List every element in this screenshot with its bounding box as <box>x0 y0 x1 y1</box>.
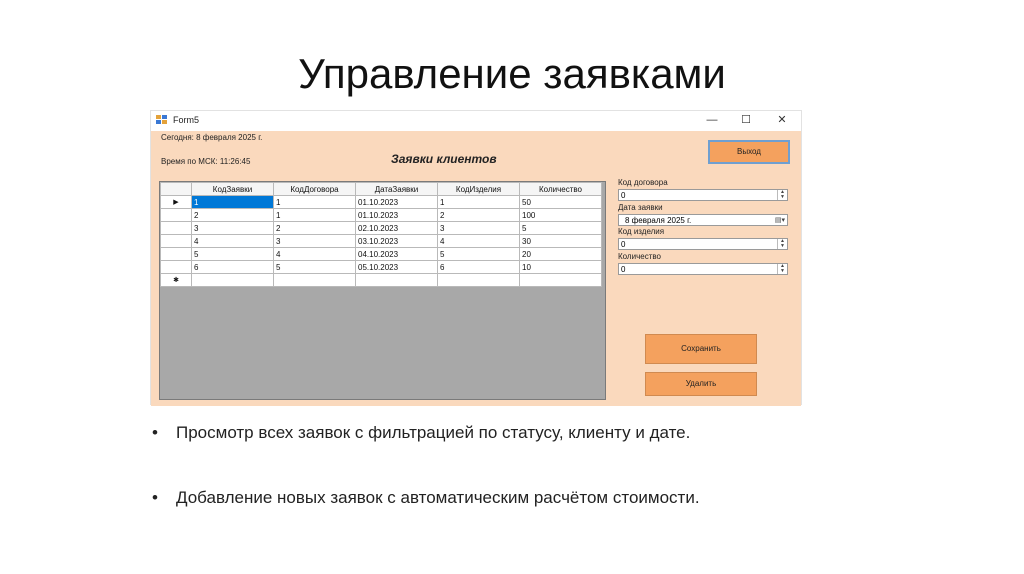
msk-time-label: Время по МСК: 11:26:45 <box>161 157 251 166</box>
grid-cell[interactable]: 4 <box>274 248 356 261</box>
close-button[interactable]: ✕ <box>777 114 787 126</box>
delete-button[interactable]: Удалить <box>645 372 757 396</box>
body-panel <box>151 176 801 406</box>
contract-value: 0 <box>621 191 626 200</box>
product-label: Код изделия <box>618 227 665 236</box>
date-picker[interactable] <box>618 214 788 226</box>
date-value: 8 февраля 2025 г. <box>625 216 692 225</box>
window-title: Form5 <box>173 115 200 125</box>
header-panel <box>151 131 801 176</box>
bullet-item <box>152 488 700 508</box>
grid-cell[interactable] <box>520 274 602 287</box>
grid-cell[interactable]: 30 <box>520 235 602 248</box>
grid-cell[interactable]: 2 <box>274 222 356 235</box>
requests-data-grid[interactable] <box>159 181 606 400</box>
contract-label: Код договора <box>618 178 668 187</box>
grid-cell[interactable]: 3 <box>438 222 520 235</box>
grid-cell[interactable]: 1 <box>274 209 356 222</box>
table-row[interactable] <box>161 209 602 222</box>
grid-cell[interactable]: 100 <box>520 209 602 222</box>
column-header[interactable]: КодИзделия <box>438 183 520 196</box>
maximize-button[interactable]: ☐ <box>741 114 751 126</box>
spinner-arrows-icon[interactable]: ▲ ▼ <box>777 264 787 274</box>
grid-cell[interactable] <box>438 274 520 287</box>
grid-cell[interactable]: 3 <box>192 222 274 235</box>
requests-table <box>160 182 602 287</box>
grid-cell[interactable]: 05.10.2023 <box>356 261 438 274</box>
table-row[interactable] <box>161 235 602 248</box>
grid-cell[interactable]: 3 <box>274 235 356 248</box>
table-row[interactable] <box>161 248 602 261</box>
grid-cell[interactable]: 5 <box>520 222 602 235</box>
row-header[interactable] <box>161 248 192 261</box>
bullet-text: Просмотр всех заявок с фильтрацией по статусу, клиенту и дате. <box>176 423 691 442</box>
grid-cell[interactable]: 1 <box>438 196 520 209</box>
bullet-dot: • <box>152 423 158 442</box>
grid-cell[interactable]: 04.10.2023 <box>356 248 438 261</box>
today-label: Сегодня: 8 февраля 2025 г. <box>161 133 263 142</box>
grid-cell[interactable] <box>274 274 356 287</box>
row-header[interactable] <box>161 261 192 274</box>
bullet-text: Добавление новых заявок с автоматическим расчётом стоимости. <box>176 488 700 507</box>
product-value: 0 <box>621 240 626 249</box>
grid-cell[interactable]: 5 <box>192 248 274 261</box>
grid-cell[interactable]: 01.10.2023 <box>356 196 438 209</box>
grid-cell[interactable]: 20 <box>520 248 602 261</box>
grid-cell[interactable]: 1 <box>274 196 356 209</box>
grid-cell[interactable]: 03.10.2023 <box>356 235 438 248</box>
table-row[interactable] <box>161 222 602 235</box>
grid-cell[interactable]: 02.10.2023 <box>356 222 438 235</box>
grid-cell[interactable]: 2 <box>438 209 520 222</box>
grid-cell[interactable]: 01.10.2023 <box>356 209 438 222</box>
row-header-corner <box>161 183 192 196</box>
title-bar <box>151 111 801 131</box>
save-button[interactable]: Сохранить <box>645 334 757 364</box>
grid-cell[interactable]: 6 <box>438 261 520 274</box>
bullet-dot: • <box>152 488 158 507</box>
app-icon <box>156 115 168 125</box>
form-heading: Заявки клиентов <box>391 152 497 166</box>
exit-button[interactable]: Выход <box>708 140 790 164</box>
grid-cell[interactable]: 5 <box>274 261 356 274</box>
slide-title: Управление заявками <box>298 50 726 97</box>
column-header[interactable]: Количество <box>520 183 602 196</box>
grid-cell[interactable]: 10 <box>520 261 602 274</box>
quantity-value: 0 <box>621 265 626 274</box>
grid-cell[interactable]: 5 <box>438 248 520 261</box>
grid-cell[interactable]: 4 <box>438 235 520 248</box>
quantity-label: Количество <box>618 252 661 261</box>
calendar-dropdown-icon[interactable]: ▤▾ <box>774 217 785 224</box>
spinner-arrows-icon[interactable]: ▲ ▼ <box>777 239 787 249</box>
contract-input[interactable] <box>618 189 788 201</box>
form5-window <box>150 110 802 405</box>
grid-cell[interactable]: 4 <box>192 235 274 248</box>
bullet-item <box>152 423 690 443</box>
row-header[interactable] <box>161 222 192 235</box>
product-input[interactable] <box>618 238 788 250</box>
grid-cell[interactable] <box>356 274 438 287</box>
new-row-marker: ✱ <box>161 274 192 287</box>
new-row[interactable] <box>161 274 602 287</box>
column-header[interactable]: КодЗаявки <box>192 183 274 196</box>
grid-cell[interactable] <box>192 274 274 287</box>
spinner-arrows-icon[interactable]: ▲ ▼ <box>777 190 787 200</box>
table-row[interactable] <box>161 261 602 274</box>
row-header[interactable] <box>161 209 192 222</box>
column-header[interactable]: ДатаЗаявки <box>356 183 438 196</box>
quantity-input[interactable] <box>618 263 788 275</box>
column-header[interactable]: КодДоговора <box>274 183 356 196</box>
minimize-button[interactable]: — <box>706 114 718 126</box>
grid-cell[interactable]: 50 <box>520 196 602 209</box>
grid-cell[interactable]: 2 <box>192 209 274 222</box>
date-label: Дата заявки <box>618 203 663 212</box>
edit-panel <box>616 176 796 406</box>
grid-cell[interactable]: 6 <box>192 261 274 274</box>
table-row[interactable] <box>161 196 602 209</box>
current-row-marker: ▶ <box>161 196 192 209</box>
row-header[interactable] <box>161 235 192 248</box>
grid-cell[interactable]: 1 <box>192 196 274 209</box>
